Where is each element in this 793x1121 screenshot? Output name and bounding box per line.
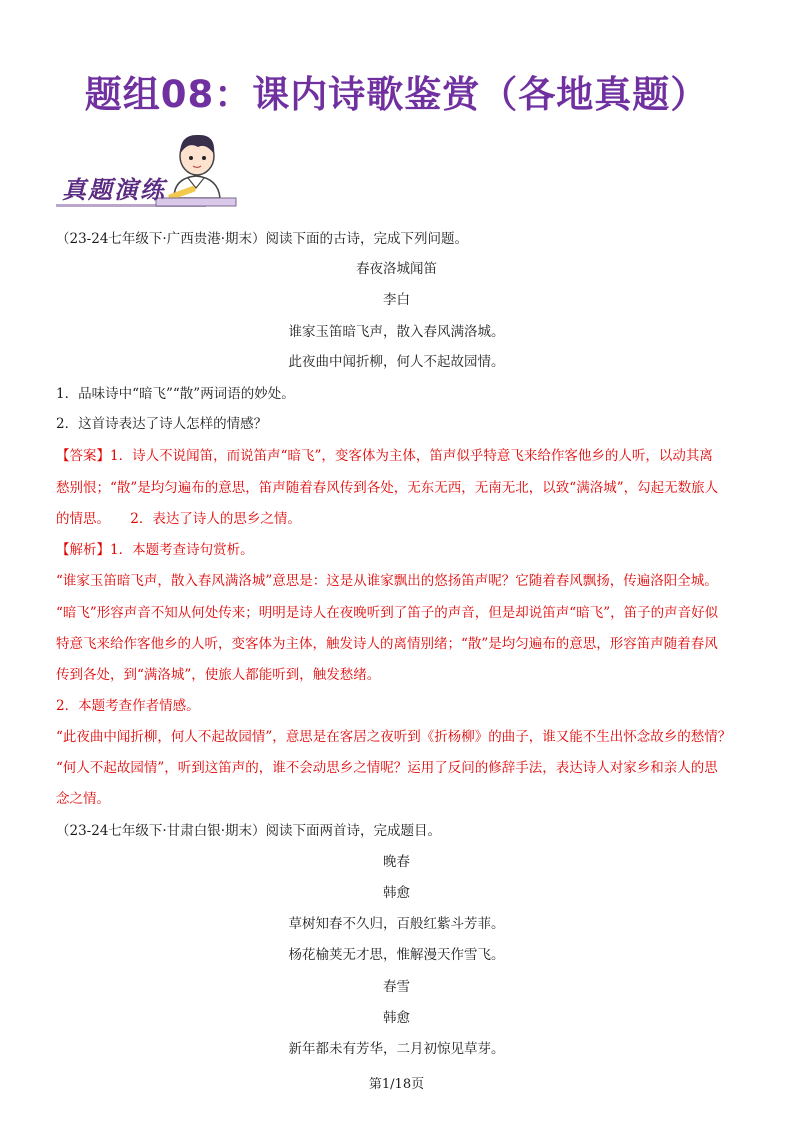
q2-poem1-line: 草树知春不久归，百般红紫斗芳菲。 bbox=[288, 916, 505, 932]
q1-question: 1．品味诗中“暗飞”“散”两词语的妙处。 bbox=[56, 386, 295, 402]
q1-analysis-line: 传到各处，到“满洛城”，使旅人都能听到，触发愁绪。 bbox=[56, 667, 381, 683]
q1-analysis-line: 2．本题考查作者情感。 bbox=[56, 698, 200, 714]
q2-poem1-title: 晚春 bbox=[383, 854, 410, 870]
q1-analysis-line: 特意飞来给作客他乡的人听，变客体为主体，触发诗人的离情别绪；“散”是均匀遍布的意思，形容笛声随着春风 bbox=[56, 636, 718, 652]
q2-poem2-line: 新年都未有芳华，二月初惊见草芽。 bbox=[288, 1041, 505, 1057]
q1-poem-author: 李白 bbox=[383, 292, 410, 308]
q2-poem2-author: 韩愈 bbox=[383, 1010, 410, 1026]
q1-analysis-line: “何人不起故园情”，听到这笛声的，谁不会动思乡之情呢？运用了反问的修辞手法，表达诗人对家乡和亲人的思 bbox=[56, 760, 718, 776]
q1-analysis-line: 念之情。 bbox=[56, 791, 110, 807]
q1-question: 2．这首诗表达了诗人怎样的情感？ bbox=[56, 416, 268, 432]
q1-poem-line: 此夜曲中闻折柳，何人不起故园情。 bbox=[288, 354, 505, 370]
q1-source: （23-24七年级下·广西贵港·期末）阅读下面的古诗，完成下列问题。 bbox=[56, 231, 468, 247]
q2-source: （23-24七年级下·甘肃白银·期末）阅读下面两首诗，完成题目。 bbox=[56, 823, 441, 839]
q1-analysis-line: “谁家玉笛暗飞声，散入春风满洛城”意思是：这是从谁家飘出的悠扬笛声呢？它随着春风飘扬，传遍洛阳全城。 bbox=[56, 573, 718, 589]
q1-analysis-line: 【解析】1．本题考查诗句赏析。 bbox=[56, 542, 254, 558]
page-number: 第1/18页 bbox=[368, 1077, 425, 1092]
page-title: 题组08：课内诗歌鉴赏（各地真题） bbox=[84, 73, 709, 116]
q1-poem-title: 春夜洛城闻笛 bbox=[356, 261, 437, 277]
q1-analysis-line: “此夜曲中闻折柳，何人不起故园情”，意思是在客居之夜听到《折杨柳》的曲子，谁又能不生出怀念故乡的愁情？ bbox=[56, 729, 732, 745]
q2-poem2-title: 春雪 bbox=[383, 979, 410, 995]
q2-poem1-author: 韩愈 bbox=[383, 885, 410, 901]
q1-analysis-line: “暗飞”形容声音不知从何处传来；明明是诗人在夜晚听到了笛子的声音，但是却说笛声“暗飞”，笛子的声音好似 bbox=[56, 605, 719, 621]
q1-answer-line: 愁别恨；“散”是均匀遍布的意思，笛声随着春风传到各处，无东无西，无南无北，以致“满洛城”，勾起无数旅人 bbox=[56, 480, 719, 496]
q1-poem-line: 谁家玉笛暗飞声，散入春风满洛城。 bbox=[288, 324, 505, 340]
q1-answer-line: 【答案】1．诗人不说闻笛，而说笛声“暗飞”，变客体为主体，笛声似乎特意飞来给作客他乡的人听，以动其离 bbox=[56, 448, 713, 464]
q1-answer-line: 的情思。 2．表达了诗人的思乡之情。 bbox=[56, 511, 301, 527]
q2-poem1-line: 杨花榆荚无才思，惟解漫天作雪飞。 bbox=[288, 947, 505, 963]
banner-label: 真题演练 bbox=[62, 175, 166, 204]
zhenti-yanlian-banner bbox=[56, 128, 246, 218]
